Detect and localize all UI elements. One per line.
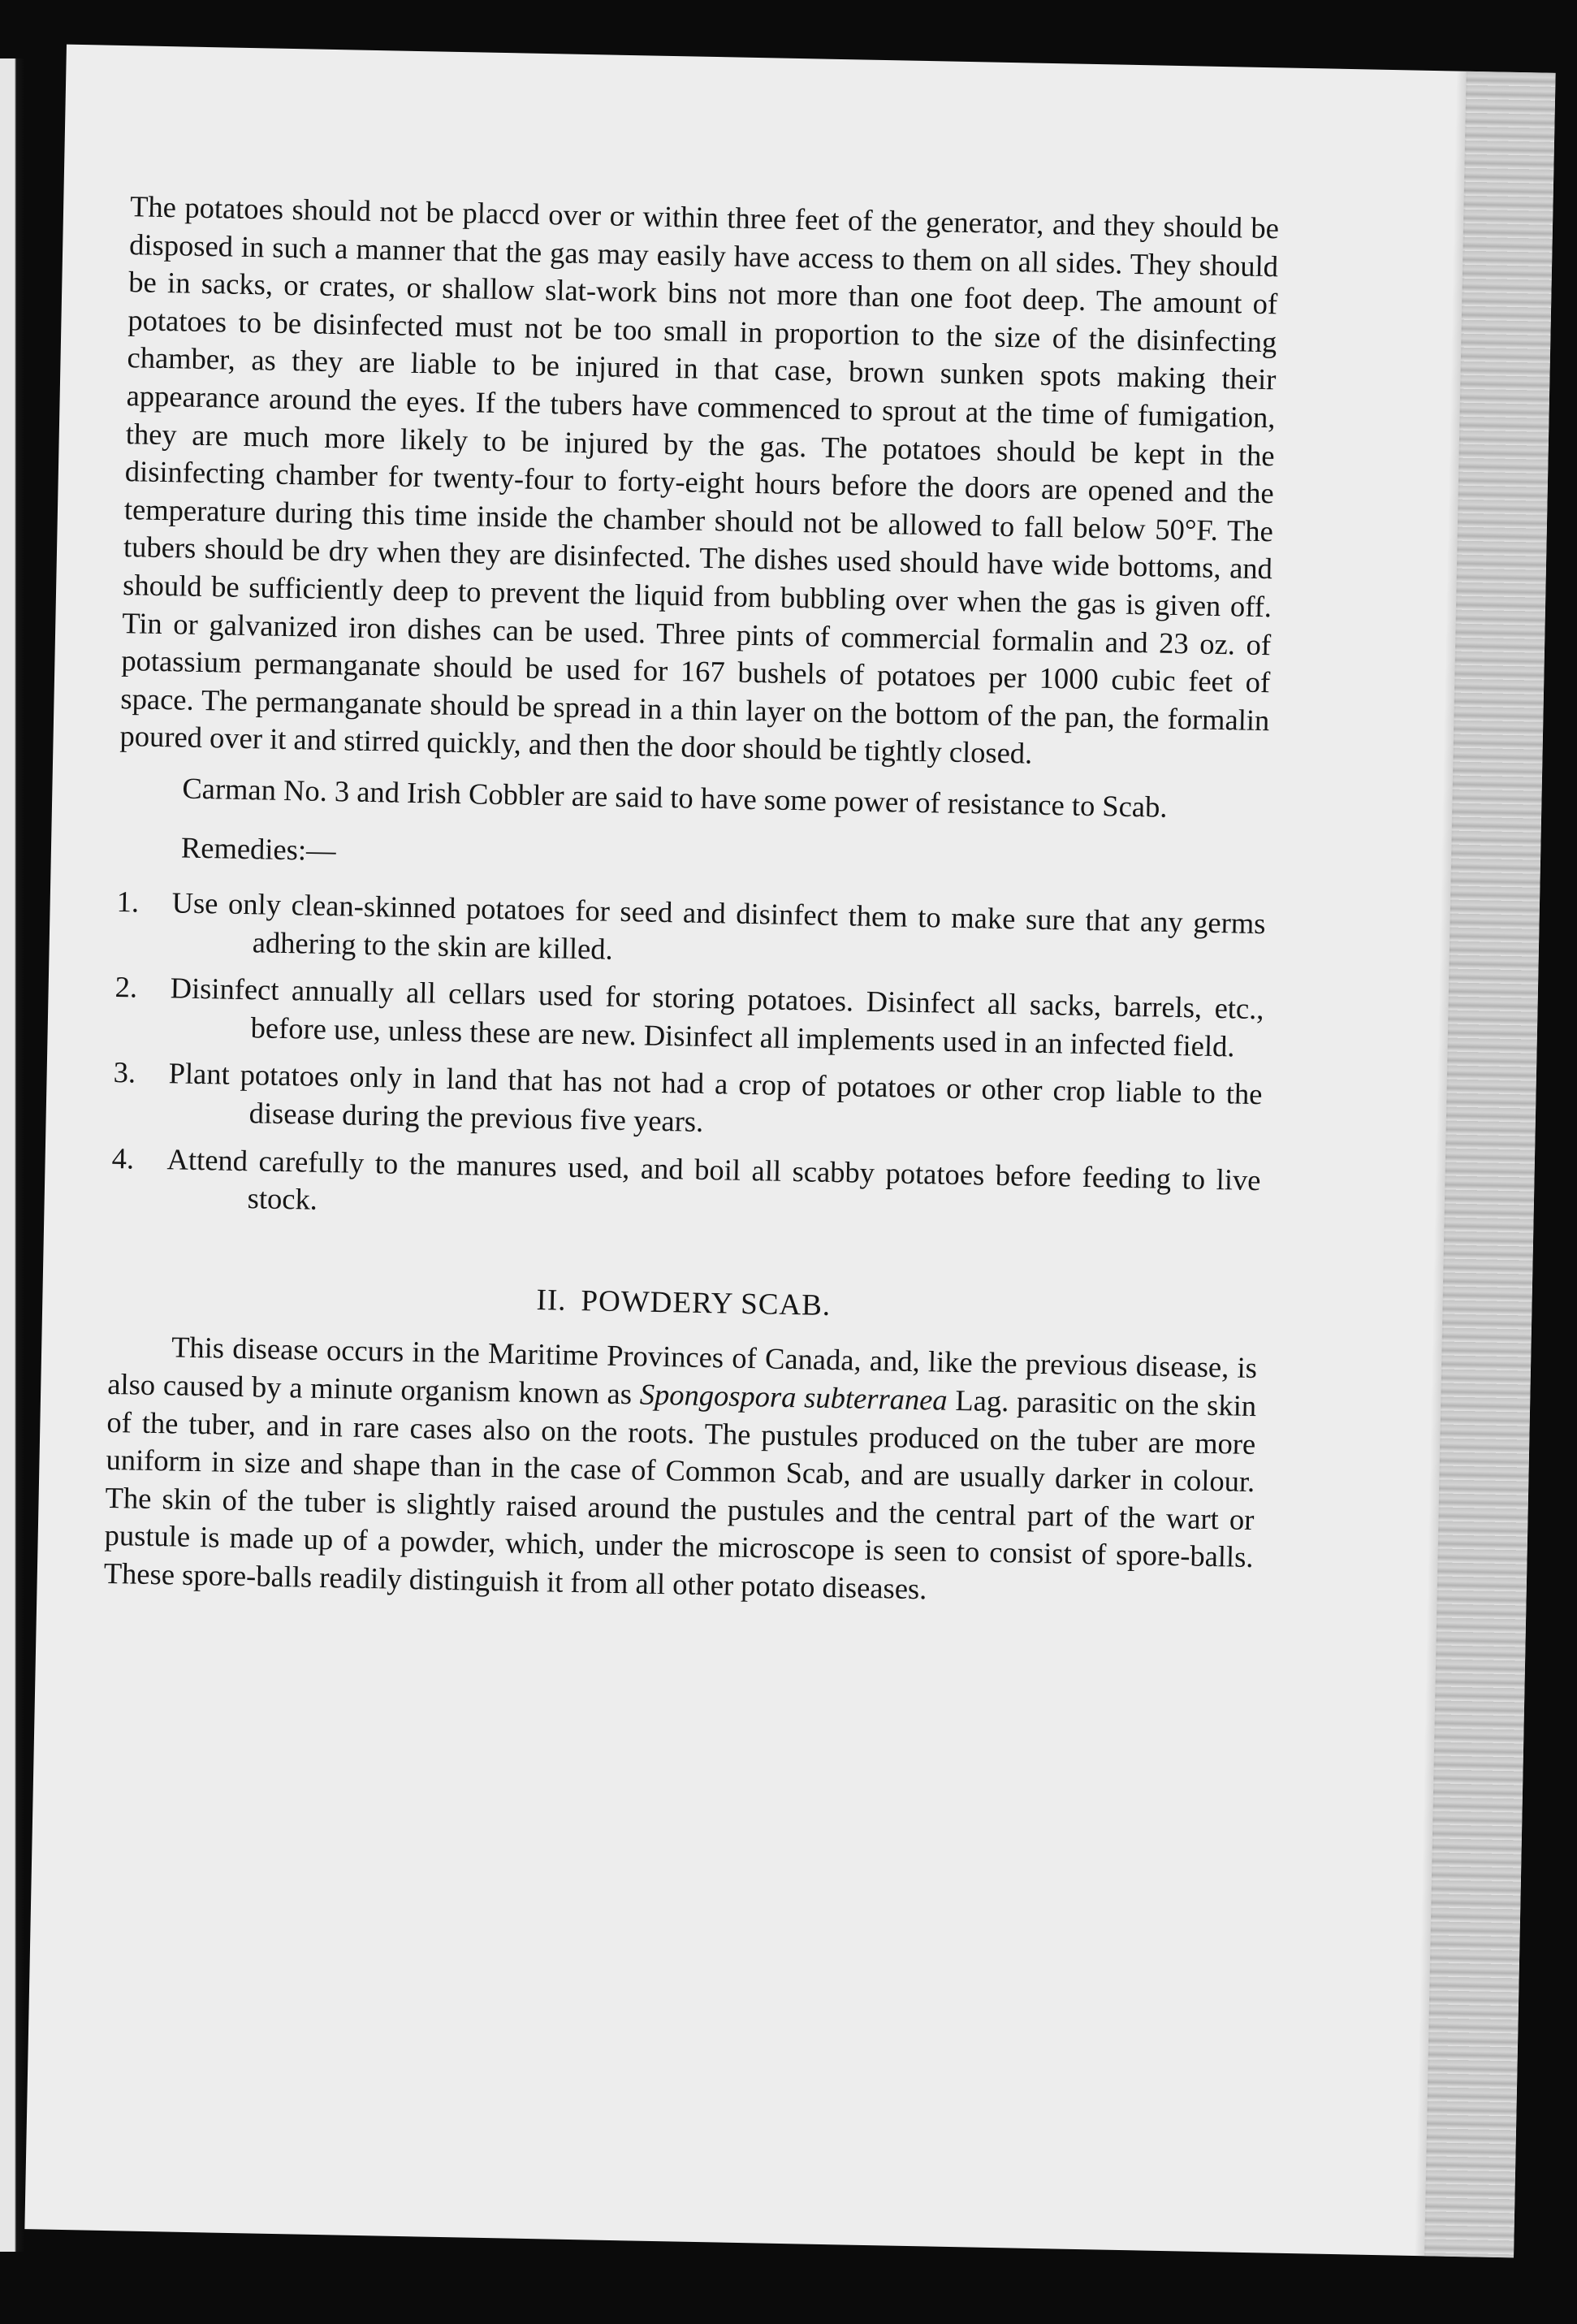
remedy-item (110, 1140, 1261, 1237)
paragraph-resistance: Carman No. 3 and Irish Cobbler are said to have some power of resistance to Scab. (182, 771, 1168, 824)
section-number: II. (536, 1283, 567, 1318)
powdery-text-start: This disease occurs in the Maritime Provinces of Canada, and, like the previous disease, is also caused by a minute organism known as (106, 1330, 1258, 1411)
paragraph-generator: The potatoes should not be placcd over or within three feet of the generator, and they should be disposed in such a manner that the gas may easily have access to them on all sides. They should be in sacks, or crates, or shallow slat-work bins not more than one foot deep. The amount of potatoes to be disinfected must not be too small in proportion to the size of the disinfecting chamber, as they are liable to be injured in that case, brown sunken spots making their appearance around the eyes. If the tubers have commenced to sprout at the time of fumigation, they are much more likely to be injured by the gas. The potatoes should be kept in the disinfecting chamber for twenty-four to forty-eight hours before the doors are opened and the temperature during this time inside the chamber should not be allowed to fall below 50°F. The tubers should be dry when they are disinfected. The dishes used should have wide bottoms, and should be sufficiently deep to prevent the liquid from bubbling over when the gas is given off. Tin or galvanized iron dishes can be used. Three pints of commercial formalin and 23 oz. of potassium permanganate should be used for 167 bushels of potatoes per 1000 cubic feet of space. The permanganate should be spread in a thin layer on the bottom of the pan, the formalin poured over it and stirred quickly, and then the door should be tightly closed. (119, 189, 1280, 770)
remedy-text: Use only clean-skinned potatoes for seed and disinfect them to make sure that any germs adhering to the skin are killed. (171, 885, 1266, 966)
remedy-number: 2. (114, 970, 138, 1004)
remedy-number: 4. (111, 1140, 135, 1175)
remedy-text: Plant potatoes only in land that has not had a crop of potatoes or other crop liable to the disease during the previous five years. (168, 1056, 1263, 1139)
powdery-text-rest: Lag. parasitic on the skin of the tuber, and in rare cases also on the roots. The pustules produced on the tuber are more uniform in size and shape than in the case of Common Scab, and are usually darker in colour. The skin of the tuber is slightly raised around the pustules and the central part of the wart or pustule is made up of a powder, which, under the microscope is seen to consist of spore-balls. These spore-balls readily distinguish it from all other potato diseases. (103, 1383, 1257, 1606)
species-name: Spongospora subterranea (639, 1377, 948, 1417)
remedy-item (112, 1054, 1263, 1151)
remedy-item (114, 968, 1264, 1066)
remedy-item (115, 883, 1266, 980)
paragraph-powdery-scab (103, 1327, 1257, 1614)
remedies-heading: Remedies:— (180, 830, 336, 867)
remedy-text: Disinfect annually all cellars used for storing potatoes. Disinfect all sacks, barrels, etc., before use, unless these are new. Disinfect all implements used in an infected field. (170, 971, 1264, 1063)
remedy-text: Attend carefully to the manures used, and boil all scabby potatoes before feeding to live stock. (166, 1141, 1261, 1217)
section-title: POWDERY SCAB. (581, 1283, 832, 1322)
adjacent-page-edge (0, 58, 24, 2252)
remedies-list (110, 883, 1266, 1237)
remedy-number: 1. (116, 885, 140, 919)
section-heading (109, 1274, 1259, 1334)
page-text (103, 188, 1279, 1614)
scanned-page (24, 45, 1555, 2258)
remedy-number: 3. (113, 1055, 136, 1089)
